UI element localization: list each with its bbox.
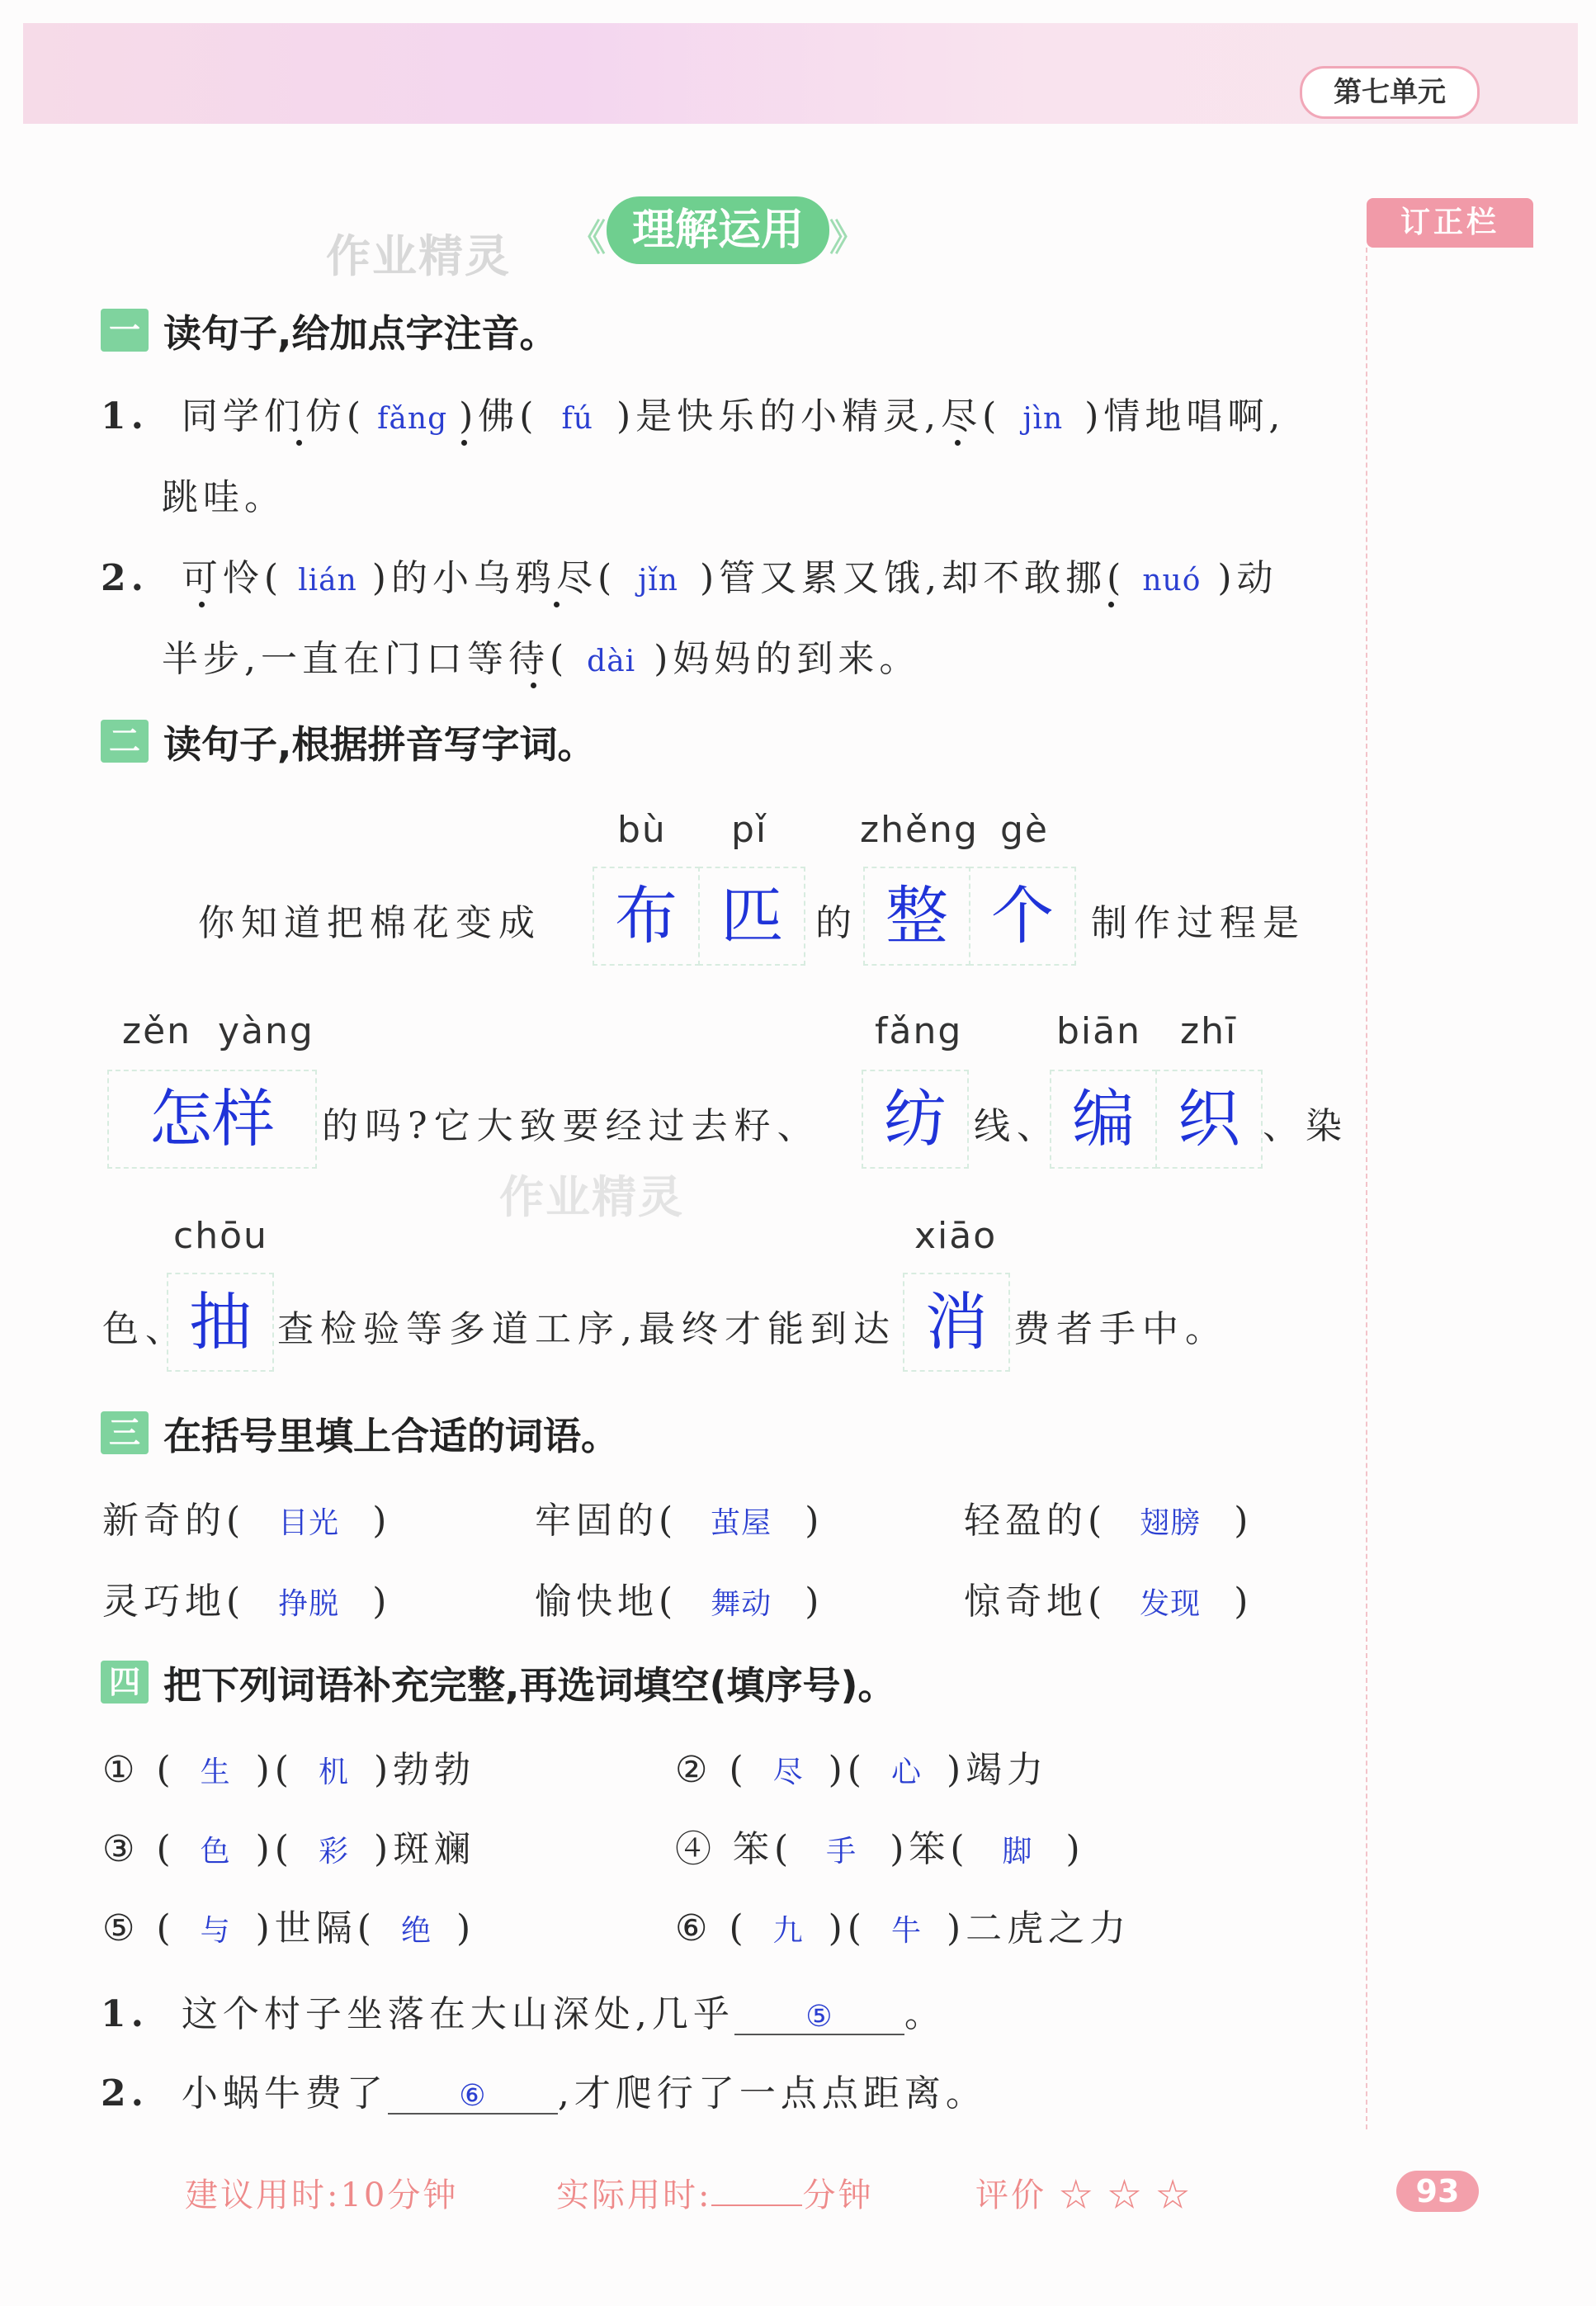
q2-text-9: 费者手中。 (1013, 1308, 1228, 1350)
char-box-pi: 匹 (698, 867, 805, 966)
q1-s2-text-b: )的小乌鸦尽( (371, 557, 617, 599)
q2-text-5: 线、 (974, 1105, 1060, 1147)
pinyin-bu: bù (617, 809, 667, 851)
correction-column-divider (1366, 248, 1367, 2129)
q1-s1-text-c: )是快乐的小精灵,尽( (616, 395, 1002, 437)
pinyin-zheng: zhěng (860, 809, 979, 851)
star-icon: ☆ (1156, 2176, 1192, 2214)
q1-s2-answer-a: lián (298, 564, 357, 598)
q1-sentence-1-number: 1. (101, 395, 149, 437)
q1-s1-text-b: )佛( (459, 395, 539, 437)
char-box-bian: 编 (1050, 1070, 1157, 1169)
correction-column-label: 订正栏 (1367, 198, 1533, 248)
q3-item-4: 灵巧地( 挣脱 ) (102, 1581, 392, 1623)
q4-item-1: ① ( 生 )( 机 )勃勃 (102, 1749, 476, 1791)
q1-s2-text-f: )妈妈的到来。 (654, 638, 921, 680)
q4-item-2: ② ( 尽 )( 心 )竭力 (675, 1749, 1049, 1791)
q1-s2-text-e: 半步,一直在门口等待( (162, 638, 569, 680)
char-box-fang: 纺 (862, 1070, 969, 1169)
q3-item-5: 愉快地( 舞动 ) (535, 1581, 824, 1623)
q1-sentence-2-line-1 (101, 548, 1278, 601)
char-box-zheng: 整 (863, 867, 970, 966)
question-2-number: 二 (101, 720, 149, 763)
q1-s2-answer-b: jǐn (638, 564, 678, 598)
pinyin-chou: chōu (173, 1215, 268, 1257)
star-icon: ☆ (1059, 2176, 1095, 2214)
q4-fill-1: 1. 这个村子坐落在大山深处,几乎 ⑤ 。 (101, 1993, 946, 2035)
q3-item-1: 新奇的( 目光 ) (102, 1500, 392, 1542)
q4-fill-1-answer: ⑤ (734, 2000, 904, 2035)
char-box-zenyang: 怎样 (107, 1070, 317, 1169)
watermark: 作业精灵 (499, 1171, 684, 1223)
q1-s2-text-d: )动 (1217, 557, 1278, 599)
pinyin-bian: biān (1056, 1010, 1142, 1052)
rating: 评价 ☆ ☆ ☆ (975, 2176, 1192, 2214)
q1-s1-answer-a: fǎng (377, 402, 448, 436)
q1-sentence-1-line-1 (101, 386, 1285, 439)
pinyin-zenyang: zěn yàng (122, 1010, 314, 1052)
pinyin-fang: fǎng (875, 1010, 963, 1052)
q4-item-5: ⑤ ( 与 )世隔( 绝 ) (102, 1907, 476, 1949)
q4-item-3: ③ ( 色 )( 彩 )斑斓 (102, 1828, 476, 1870)
q1-s1-answer-c: jìn (1022, 402, 1064, 436)
q4-item-6: ⑥ ( 九 )( 牛 )二虎之力 (675, 1907, 1131, 1949)
question-4-title: 把下列词语补充完整,再选词填空(填序号)。 (163, 1663, 896, 1708)
question-1-number: 一 (101, 309, 149, 352)
section-title: 理解运用 (607, 196, 829, 264)
star-icon: ☆ (1107, 2176, 1144, 2214)
question-3-number: 三 (101, 1411, 149, 1454)
suggested-time: 建议用时:10分钟 (185, 2176, 459, 2214)
pinyin-ge: gè (1000, 809, 1049, 851)
q2-text-1: 你知道把棉花变成 (198, 902, 541, 944)
left-chevron-icon: 《 (569, 217, 606, 259)
q1-sentence-2-line-2 (162, 629, 920, 682)
q1-s2-answer-e: dài (587, 645, 636, 678)
q1-s1-answer-b: fú (561, 402, 593, 436)
q4-fill-2: 2. 小蜗牛费了 ⑥ ,才爬行了一点点距离。 (101, 2072, 987, 2115)
unit-label: 第七单元 (1300, 66, 1480, 119)
char-box-zhi: 织 (1155, 1070, 1263, 1169)
q1-s1-text-a: 同学们仿( (181, 395, 366, 437)
actual-time: 实际用时: 分钟 (556, 2176, 874, 2214)
q2-text-8: 查检验等多道工序,最终才能到达 (277, 1308, 896, 1350)
q3-item-3: 轻盈的( 翅膀 ) (964, 1500, 1254, 1542)
char-box-xiao: 消 (903, 1273, 1010, 1372)
question-2-title: 读句子,根据拼音写字词。 (163, 722, 596, 767)
page-number: 93 (1396, 2171, 1479, 2212)
q1-s1-text-d: )情地唱啊, (1084, 395, 1286, 437)
q2-text-7: 色、 (102, 1308, 188, 1350)
watermark: 作业精灵 (326, 230, 511, 282)
q2-text-2: 的 (815, 902, 858, 944)
char-box-bu: 布 (593, 867, 700, 966)
question-4-number: 四 (101, 1661, 149, 1704)
q2-text-4: 的吗?它大致要经过去籽、 (322, 1105, 820, 1147)
char-box-ge: 个 (969, 867, 1076, 966)
q4-item-4: ④ 笨( 手 )笨( 脚 ) (675, 1828, 1085, 1870)
q3-item-2: 牢固的( 茧屋 ) (535, 1500, 824, 1542)
pinyin-xiao: xiāo (914, 1215, 998, 1257)
q2-text-3: 制作过程是 (1091, 902, 1306, 944)
question-1-title: 读句子,给加点字注音。 (163, 311, 558, 356)
q2-text-6: 、染 (1263, 1105, 1348, 1147)
q1-s2-text-a: 可怜( (181, 557, 284, 599)
q4-fill-2-answer: ⑥ (388, 2079, 558, 2115)
pinyin-pi: pǐ (731, 809, 768, 851)
q3-item-6: 惊奇地( 发现 ) (964, 1581, 1254, 1623)
q1-sentence-1-line-2: 跳哇。 (162, 476, 286, 518)
q1-s2-text-c: )管又累又饿,却不敢挪( (700, 557, 1126, 599)
q1-sentence-2-number: 2. (101, 557, 149, 599)
question-3-title: 在括号里填上合适的词语。 (163, 1414, 619, 1458)
q1-s2-answer-c: nuó (1142, 564, 1202, 598)
char-box-chou: 抽 (167, 1273, 274, 1372)
right-chevron-icon: 》 (829, 217, 866, 259)
pinyin-zhi: zhī (1180, 1010, 1238, 1052)
